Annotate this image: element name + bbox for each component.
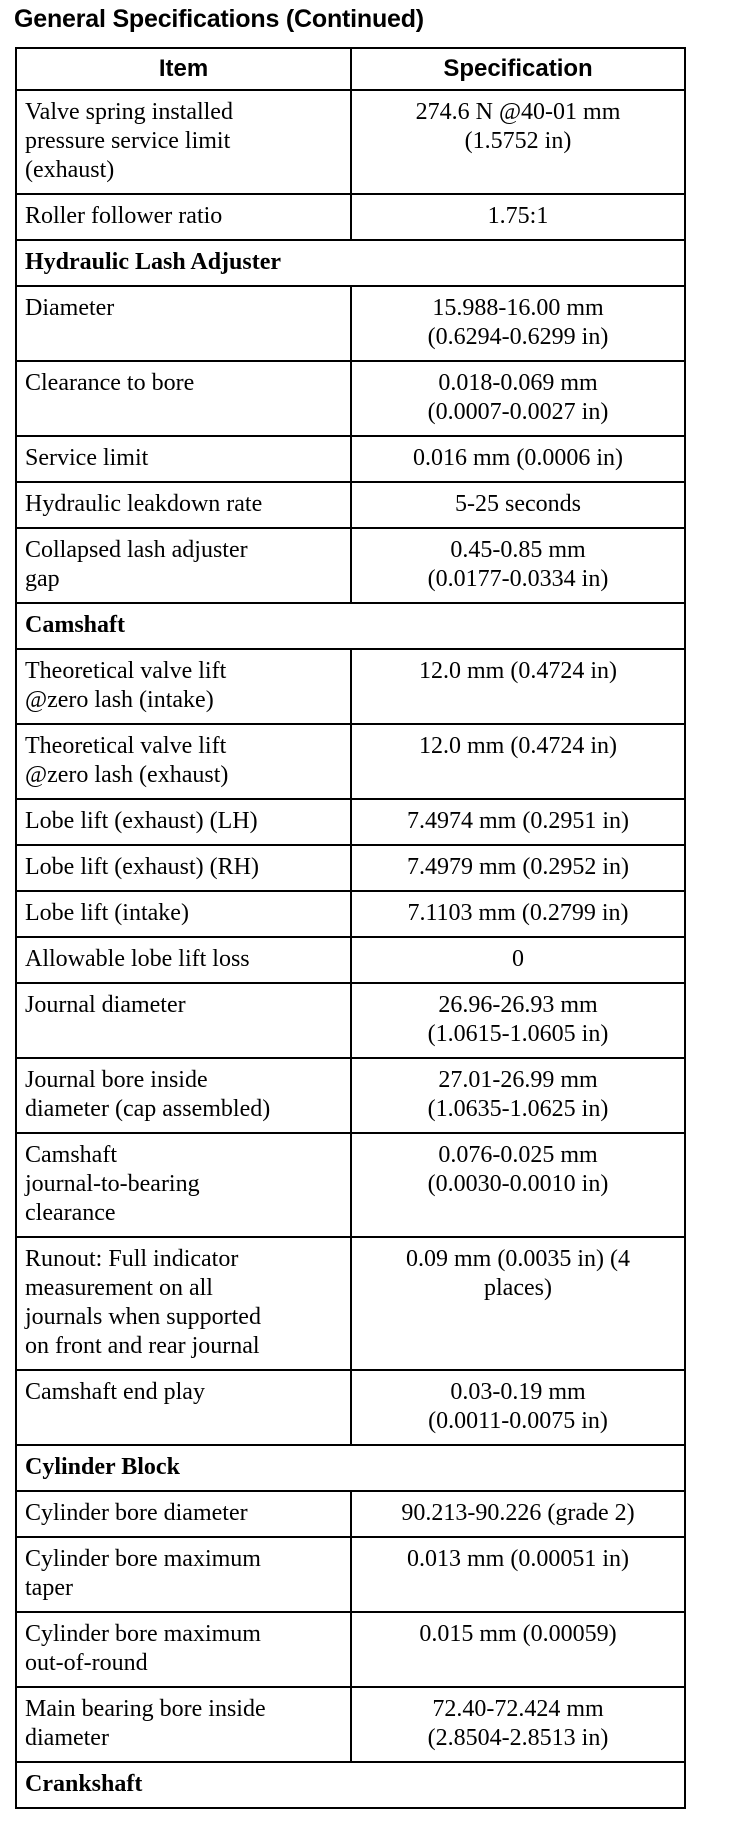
table-row	[16, 1537, 685, 1612]
item-cell: Collapsed lash adjuster gap	[16, 528, 351, 603]
specification-cell: 274.6 N @40-01 mm (1.5752 in)	[351, 90, 685, 194]
item-cell: Lobe lift (exhaust) (LH)	[16, 799, 351, 845]
specification-cell: 15.988-16.00 mm (0.6294-0.6299 in)	[351, 286, 685, 361]
table-row	[16, 528, 685, 603]
specification-cell: 72.40-72.424 mm (2.8504-2.8513 in)	[351, 1687, 685, 1762]
table-row	[16, 361, 685, 436]
specification-cell: 0.015 mm (0.00059)	[351, 1612, 685, 1687]
table-header-row	[16, 48, 685, 90]
specifications-table	[15, 47, 686, 1809]
table-row	[16, 482, 685, 528]
item-cell: Lobe lift (exhaust) (RH)	[16, 845, 351, 891]
item-cell: Runout: Full indicator measurement on all journals when supported on front and rear journal	[16, 1237, 351, 1370]
section-row	[16, 1445, 685, 1491]
item-cell: Allowable lobe lift loss	[16, 937, 351, 983]
section-heading: Camshaft	[16, 603, 685, 649]
table-row	[16, 799, 685, 845]
item-cell: Lobe lift (intake)	[16, 891, 351, 937]
table-row	[16, 1612, 685, 1687]
specification-cell: 7.1103 mm (0.2799 in)	[351, 891, 685, 937]
table-row	[16, 286, 685, 361]
specification-cell: 5-25 seconds	[351, 482, 685, 528]
table-row	[16, 649, 685, 724]
page-title: General Specifications (Continued)	[14, 5, 424, 33]
section-heading: Hydraulic Lash Adjuster	[16, 240, 685, 286]
item-cell: Theoretical valve lift @zero lash (intake)	[16, 649, 351, 724]
table-row	[16, 436, 685, 482]
specification-cell: 12.0 mm (0.4724 in)	[351, 649, 685, 724]
section-heading: Cylinder Block	[16, 1445, 685, 1491]
item-cell: Cylinder bore maximum taper	[16, 1537, 351, 1612]
item-cell: Theoretical valve lift @zero lash (exhaust)	[16, 724, 351, 799]
table-row	[16, 1237, 685, 1370]
item-cell: Service limit	[16, 436, 351, 482]
item-cell: Hydraulic leakdown rate	[16, 482, 351, 528]
table-row	[16, 194, 685, 240]
table-body	[16, 90, 685, 1808]
section-row	[16, 240, 685, 286]
section-heading: Crankshaft	[16, 1762, 685, 1808]
specification-cell: 0.076-0.025 mm (0.0030-0.0010 in)	[351, 1133, 685, 1237]
table-row	[16, 1491, 685, 1537]
column-header-item: Item	[16, 48, 351, 90]
specification-cell: 0.09 mm (0.0035 in) (4 places)	[351, 1237, 685, 1370]
item-cell: Cylinder bore maximum out-of-round	[16, 1612, 351, 1687]
table-row	[16, 1687, 685, 1762]
specification-cell: 7.4979 mm (0.2952 in)	[351, 845, 685, 891]
item-cell: Clearance to bore	[16, 361, 351, 436]
specification-cell: 26.96-26.93 mm (1.0615-1.0605 in)	[351, 983, 685, 1058]
column-header-specification: Specification	[351, 48, 685, 90]
table-row	[16, 1058, 685, 1133]
item-cell: Valve spring installed pressure service limit (exhaust)	[16, 90, 351, 194]
table-row	[16, 90, 685, 194]
specification-cell: 0.013 mm (0.00051 in)	[351, 1537, 685, 1612]
item-cell: Camshaft journal-to-bearing clearance	[16, 1133, 351, 1237]
specification-cell: 7.4974 mm (0.2951 in)	[351, 799, 685, 845]
specification-cell: 0.45-0.85 mm (0.0177-0.0334 in)	[351, 528, 685, 603]
table-row	[16, 1133, 685, 1237]
specification-cell: 27.01-26.99 mm (1.0635-1.0625 in)	[351, 1058, 685, 1133]
table-row	[16, 983, 685, 1058]
table-row	[16, 1370, 685, 1445]
item-cell: Journal diameter	[16, 983, 351, 1058]
item-cell: Main bearing bore inside diameter	[16, 1687, 351, 1762]
specification-cell: 0	[351, 937, 685, 983]
table-row	[16, 891, 685, 937]
item-cell: Diameter	[16, 286, 351, 361]
table-row	[16, 724, 685, 799]
item-cell: Cylinder bore diameter	[16, 1491, 351, 1537]
item-cell: Journal bore inside diameter (cap assembled)	[16, 1058, 351, 1133]
section-row	[16, 603, 685, 649]
specification-cell: 0.03-0.19 mm (0.0011-0.0075 in)	[351, 1370, 685, 1445]
specification-cell: 90.213-90.226 (grade 2)	[351, 1491, 685, 1537]
item-cell: Camshaft end play	[16, 1370, 351, 1445]
section-row	[16, 1762, 685, 1808]
table-row	[16, 845, 685, 891]
specification-cell: 12.0 mm (0.4724 in)	[351, 724, 685, 799]
specification-cell: 1.75:1	[351, 194, 685, 240]
item-cell: Roller follower ratio	[16, 194, 351, 240]
specification-cell: 0.018-0.069 mm (0.0007-0.0027 in)	[351, 361, 685, 436]
table-row	[16, 937, 685, 983]
specification-cell: 0.016 mm (0.0006 in)	[351, 436, 685, 482]
